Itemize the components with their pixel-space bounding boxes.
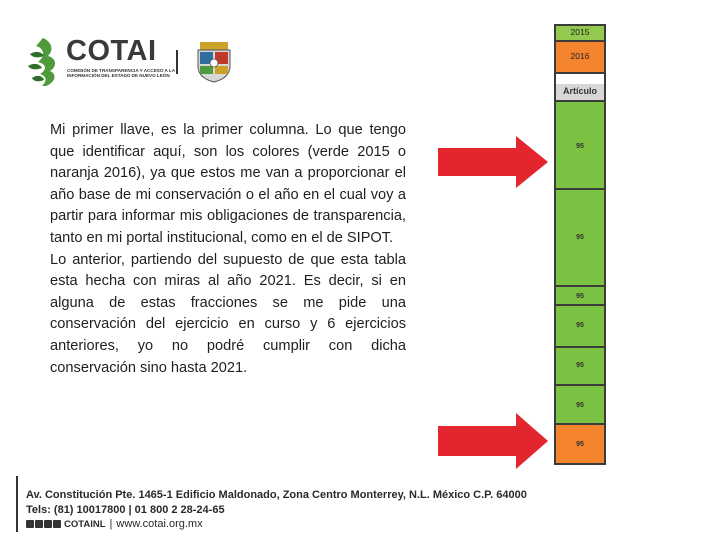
value-label: 95 [576,322,584,329]
social-handle: COTAINL [64,518,106,530]
paragraph-1: Mi primer llave, es la primer columna. Lo que tengo que identificar aquí, son los colores (verde 2015 o naranja 2016), ya que estos me van a proporcionar el año base de mi conservación o el año en el cual voy a partir para informar mis obligaciones de transparencia, tanto en mi portal institucional, como en el de SIPOT. [50,122,406,246]
footer-divider [16,476,18,532]
logo-name: COTAI [66,35,157,67]
paragraph-2: Lo anterior, partiendo del supuesto de que esta tabla esta hecha con miras al año 2021. Es decir, si en alguna de estas fracciones se me pide una conservación del ejercicio en curso y 6 ejercicios anteriores, yo no podré cumplir con dicha conservación sino hasta 2021. [50,251,406,376]
value-label: 95 [576,402,584,409]
footer-separator: | [109,518,113,530]
column-gap [556,74,604,84]
logo-subtitle: COMISIÓN DE TRANSPARENCIA Y ACCESO A LA INFORMACIÓN DEL ESTADO DE NUEVO LEÓN [67,68,175,79]
cotai-logo [22,34,175,90]
footer-address: Av. Constitución Pte. 1465-1 Edificio Maldonado, Zona Centro Monterrey, N.L. México C.P. 64000 [26,489,527,501]
facebook-icon[interactable] [26,520,34,528]
year-2016-label: 2016 [570,51,590,61]
instagram-icon[interactable] [53,520,61,528]
website-link[interactable]: www.cotai.org.mx [116,518,203,530]
value-label: 95 [576,362,584,369]
youtube-icon[interactable] [44,520,52,528]
article-header-label: Artículo [562,86,597,96]
logo-divider [176,50,178,74]
arrow-right-icon [438,413,548,469]
cotai-leaf-icon [22,36,64,88]
value-label: 95 [576,293,584,300]
value-label: 95 [576,234,584,241]
twitter-icon[interactable] [35,520,43,528]
value-label: 95 [576,143,584,150]
footer-phone: Tels: (81) 10017800 | 01 800 2 28-24-65 [26,504,225,516]
arrow-right-icon [438,136,548,188]
year-2015-label: 2015 [570,27,590,37]
explanation-text [50,120,406,379]
footer-social-row [26,518,203,530]
value-label: 95 [576,441,584,448]
state-crest-icon [190,36,238,84]
